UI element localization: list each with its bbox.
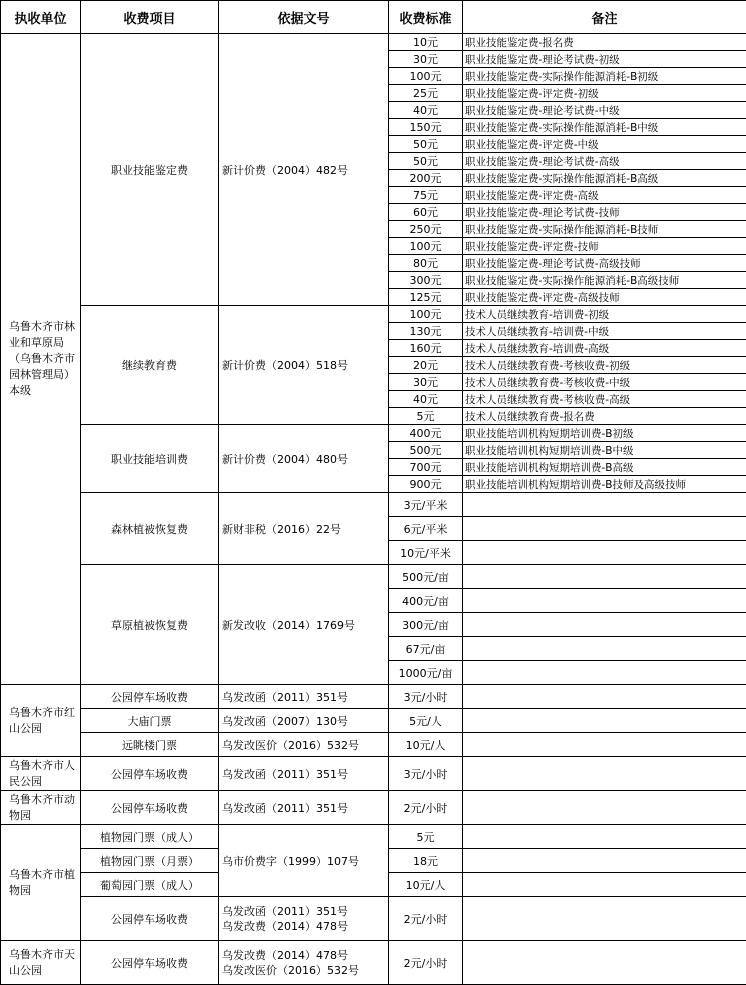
table-row bbox=[1, 733, 746, 757]
fee-cell: 1000元/亩 bbox=[389, 661, 463, 685]
fee-cell: 150元 bbox=[389, 119, 463, 136]
doc-line: 乌发改费（2014）478号 bbox=[222, 948, 388, 963]
project-cell: 葡萄园门票（成人） bbox=[81, 873, 219, 897]
doc-cell: 新财非税（2016）22号 bbox=[219, 493, 389, 565]
fee-cell: 130元 bbox=[389, 323, 463, 340]
note-cell: 技术人员继续教育费-考核收费-高级 bbox=[463, 391, 746, 408]
note-cell: 职业技能鉴定费-实际操作能源消耗-B中级 bbox=[463, 119, 746, 136]
fee-cell: 300元/亩 bbox=[389, 613, 463, 637]
fee-cell: 6元/平米 bbox=[389, 517, 463, 541]
doc-line: 乌发改函（2011）351号 bbox=[222, 904, 388, 919]
note-cell: 职业技能培训机构短期培训费-B技师及高级技师 bbox=[463, 476, 746, 493]
unit-cell: 乌鲁木齐市动物园 bbox=[1, 791, 81, 825]
fee-cell: 3元/小时 bbox=[389, 685, 463, 709]
fee-cell: 400元 bbox=[389, 425, 463, 442]
note-cell: 职业技能培训机构短期培训费-B中级 bbox=[463, 442, 746, 459]
project-cell: 公园停车场收费 bbox=[81, 897, 219, 941]
doc-cell: 新发改收（2014）1769号 bbox=[219, 565, 389, 685]
note-cell: 职业技能鉴定费-实际操作能源消耗-B高级 bbox=[463, 170, 746, 187]
note-cell bbox=[463, 517, 746, 541]
doc-cell: 乌发改医价（2016）532号 bbox=[219, 733, 389, 757]
table-row bbox=[1, 897, 746, 941]
note-cell: 职业技能鉴定费-理论考试费-初级 bbox=[463, 51, 746, 68]
note-cell bbox=[463, 613, 746, 637]
fee-cell: 10元/平米 bbox=[389, 541, 463, 565]
table-row bbox=[1, 34, 746, 51]
note-cell: 技术人员继续教育-培训费-中级 bbox=[463, 323, 746, 340]
fee-cell: 60元 bbox=[389, 204, 463, 221]
note-cell: 职业技能培训机构短期培训费-B初级 bbox=[463, 425, 746, 442]
unit-cell: 乌鲁木齐市植物园 bbox=[1, 825, 81, 941]
note-cell bbox=[463, 565, 746, 589]
fee-cell: 67元/亩 bbox=[389, 637, 463, 661]
fee-cell: 5元 bbox=[389, 825, 463, 849]
table-row bbox=[1, 306, 746, 323]
table-row bbox=[1, 425, 746, 442]
doc-cell: 新计价费（2004）518号 bbox=[219, 306, 389, 425]
fee-cell: 50元 bbox=[389, 136, 463, 153]
note-cell bbox=[463, 825, 746, 849]
project-cell: 植物园门票（成人） bbox=[81, 825, 219, 849]
header-doc: 依据文号 bbox=[219, 1, 389, 34]
note-cell: 职业技能鉴定费-理论考试费-中级 bbox=[463, 102, 746, 119]
project-cell: 公园停车场收费 bbox=[81, 757, 219, 791]
fee-cell: 250元 bbox=[389, 221, 463, 238]
table-row bbox=[1, 709, 746, 733]
note-cell bbox=[463, 493, 746, 517]
fee-cell: 100元 bbox=[389, 68, 463, 85]
note-cell bbox=[463, 541, 746, 565]
doc-cell: 乌发改函（2007）130号 bbox=[219, 709, 389, 733]
header-project: 收费项目 bbox=[81, 1, 219, 34]
note-cell: 技术人员继续教育费-报名费 bbox=[463, 408, 746, 425]
note-cell: 职业技能鉴定费-评定费-中级 bbox=[463, 136, 746, 153]
project-cell: 草原植被恢复费 bbox=[81, 565, 219, 685]
note-cell bbox=[463, 733, 746, 757]
fee-cell: 125元 bbox=[389, 289, 463, 306]
note-cell: 技术人员继续教育-培训费-初级 bbox=[463, 306, 746, 323]
fee-cell: 2元/小时 bbox=[389, 897, 463, 941]
fee-cell: 2元/小时 bbox=[389, 941, 463, 985]
project-cell: 公园停车场收费 bbox=[81, 941, 219, 985]
note-cell: 职业技能鉴定费-理论考试费-高级技师 bbox=[463, 255, 746, 272]
note-cell bbox=[463, 685, 746, 709]
note-cell: 技术人员继续教育费-考核收费-初级 bbox=[463, 357, 746, 374]
unit-cell: 乌鲁木齐市人民公园 bbox=[1, 757, 81, 791]
fee-cell: 100元 bbox=[389, 238, 463, 255]
fee-cell: 500元 bbox=[389, 442, 463, 459]
note-cell: 技术人员继续教育费-考核收费-中级 bbox=[463, 374, 746, 391]
project-cell: 森林植被恢复费 bbox=[81, 493, 219, 565]
fee-cell: 500元/亩 bbox=[389, 565, 463, 589]
unit-cell: 乌鲁木齐市天山公园 bbox=[1, 941, 81, 985]
fee-cell: 18元 bbox=[389, 849, 463, 873]
fee-cell: 10元 bbox=[389, 34, 463, 51]
doc-cell: 乌发改函（2011）351号 bbox=[219, 791, 389, 825]
note-cell: 职业技能鉴定费-实际操作能源消耗-B初级 bbox=[463, 68, 746, 85]
header-unit: 执收单位 bbox=[1, 1, 81, 34]
note-cell: 职业技能鉴定费-理论考试费-高级 bbox=[463, 153, 746, 170]
doc-cell bbox=[219, 941, 389, 985]
table-row bbox=[1, 757, 746, 791]
fee-cell: 200元 bbox=[389, 170, 463, 187]
table-row bbox=[1, 493, 746, 517]
header-row bbox=[1, 1, 746, 34]
project-cell: 远眺楼门票 bbox=[81, 733, 219, 757]
fee-cell: 300元 bbox=[389, 272, 463, 289]
doc-line: 乌发改医价（2016）532号 bbox=[222, 963, 388, 978]
fee-cell: 700元 bbox=[389, 459, 463, 476]
project-cell: 职业技能培训费 bbox=[81, 425, 219, 493]
fee-cell: 20元 bbox=[389, 357, 463, 374]
fee-cell: 3元/平米 bbox=[389, 493, 463, 517]
fee-cell: 3元/小时 bbox=[389, 757, 463, 791]
fee-cell: 75元 bbox=[389, 187, 463, 204]
note-cell: 职业技能鉴定费-评定费-技师 bbox=[463, 238, 746, 255]
note-cell: 职业技能鉴定费-理论考试费-技师 bbox=[463, 204, 746, 221]
note-cell bbox=[463, 873, 746, 897]
note-cell bbox=[463, 791, 746, 825]
fee-cell: 10元/人 bbox=[389, 873, 463, 897]
note-cell bbox=[463, 709, 746, 733]
note-cell bbox=[463, 757, 746, 791]
fee-cell: 10元/人 bbox=[389, 733, 463, 757]
note-cell bbox=[463, 897, 746, 941]
table-body bbox=[1, 34, 746, 985]
doc-cell: 乌发改函（2011）351号 bbox=[219, 757, 389, 791]
note-cell bbox=[463, 941, 746, 985]
table-row bbox=[1, 825, 746, 849]
note-cell: 职业技能鉴定费-评定费-高级技师 bbox=[463, 289, 746, 306]
table-row bbox=[1, 941, 746, 985]
fee-cell: 5元/人 bbox=[389, 709, 463, 733]
fee-cell: 900元 bbox=[389, 476, 463, 493]
project-cell: 植物园门票（月票） bbox=[81, 849, 219, 873]
note-cell: 技术人员继续教育-培训费-高级 bbox=[463, 340, 746, 357]
note-cell bbox=[463, 637, 746, 661]
table-row bbox=[1, 791, 746, 825]
doc-cell: 乌市价费字（1999）107号 bbox=[219, 825, 389, 897]
fee-cell: 40元 bbox=[389, 391, 463, 408]
header-note: 备注 bbox=[463, 1, 746, 34]
fee-cell: 2元/小时 bbox=[389, 791, 463, 825]
note-cell bbox=[463, 661, 746, 685]
doc-cell: 乌发改函（2011）351号 bbox=[219, 685, 389, 709]
project-cell: 大庙门票 bbox=[81, 709, 219, 733]
note-cell: 职业技能鉴定费-评定费-高级 bbox=[463, 187, 746, 204]
fee-cell: 80元 bbox=[389, 255, 463, 272]
fee-cell: 30元 bbox=[389, 51, 463, 68]
project-cell: 继续教育费 bbox=[81, 306, 219, 425]
note-cell: 职业技能鉴定费-实际操作能源消耗-B高级技师 bbox=[463, 272, 746, 289]
doc-cell: 新计价费（2004）480号 bbox=[219, 425, 389, 493]
note-cell: 职业技能鉴定费-报名费 bbox=[463, 34, 746, 51]
note-cell: 职业技能培训机构短期培训费-B高级 bbox=[463, 459, 746, 476]
unit-cell: 乌鲁木齐市林业和草原局（乌鲁木齐市园林管理局）本级 bbox=[1, 34, 81, 685]
unit-cell: 乌鲁木齐市红山公园 bbox=[1, 685, 81, 757]
table-row bbox=[1, 565, 746, 589]
project-cell: 公园停车场收费 bbox=[81, 685, 219, 709]
note-cell bbox=[463, 849, 746, 873]
fee-cell: 160元 bbox=[389, 340, 463, 357]
fee-cell: 30元 bbox=[389, 374, 463, 391]
project-cell: 公园停车场收费 bbox=[81, 791, 219, 825]
fee-cell: 25元 bbox=[389, 85, 463, 102]
note-cell: 职业技能鉴定费-实际操作能源消耗-B技师 bbox=[463, 221, 746, 238]
doc-cell bbox=[219, 897, 389, 941]
fee-cell: 50元 bbox=[389, 153, 463, 170]
project-cell: 职业技能鉴定费 bbox=[81, 34, 219, 306]
note-cell bbox=[463, 589, 746, 613]
header-fee: 收费标准 bbox=[389, 1, 463, 34]
fee-cell: 400元/亩 bbox=[389, 589, 463, 613]
note-cell: 职业技能鉴定费-评定费-初级 bbox=[463, 85, 746, 102]
fee-cell: 40元 bbox=[389, 102, 463, 119]
doc-line: 乌发改费（2014）478号 bbox=[222, 919, 388, 934]
fee-cell: 5元 bbox=[389, 408, 463, 425]
fee-cell: 100元 bbox=[389, 306, 463, 323]
doc-cell: 新计价费（2004）482号 bbox=[219, 34, 389, 306]
table-row bbox=[1, 685, 746, 709]
